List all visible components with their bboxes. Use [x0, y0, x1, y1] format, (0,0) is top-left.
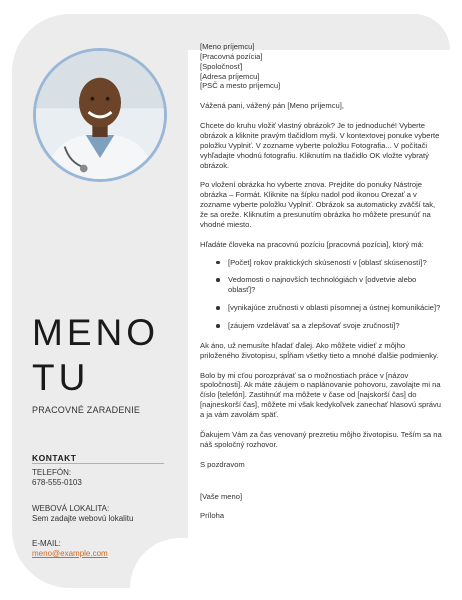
recipient-block [200, 42, 444, 91]
qualification-list [200, 258, 444, 331]
list-item: [záujem vzdelávať sa a zlepšovať svoje zručnosti]? [228, 321, 444, 331]
paragraph-1: Chcete do kruhu vložiť vlastný obrázok? Je to jednoduché! Vyberte obrázok a kliknite pravým tlačidlom myši. V kontextovej ponuke vyberte položku Vyplniť. V zozname vyberte položku Fotografia... V počítači vyhľadajte vhodnú fotografiu. Kliknutím na tlačidlo OK vložte vybratý obrázok. [200, 121, 440, 170]
paragraph-2: Po vložení obrázka ho vyberte znova. Prejdite do ponuky Nástroje obrázka – Formát. Kliknite na šípku nadol pod ikonou Orezať a v zozname vyberte položku Vyplniť. Obrázok sa automaticky zväčší tak, že sa oreže. Kliknutím a presunutím obrázka ho môžete presunúť na vhodné miesto. [200, 180, 436, 229]
paragraph-6: Ďakujem Vám za čas venovaný prezretiu môjho životopisu. Teším sa na náš spoločný rozhovor. [200, 429, 442, 449]
letter-body [200, 42, 444, 521]
list-item: [vynikajúce zručnosti v oblasti písomnej a ústnej komunikácie]? [228, 303, 444, 313]
paragraph-3: Hľadáte človeka na pracovnú pozíciu [pracovná pozícia], ktorý má: [200, 239, 424, 249]
recipient-company: [Spoločnosť] [200, 61, 243, 71]
salutation: Vážená pani, vážený pán [Meno príjemcu], [200, 101, 344, 111]
website-label: WEBOVÁ LOKALITA: [32, 504, 110, 513]
profile-photo[interactable] [33, 48, 167, 182]
email-label: E-MAIL: [32, 539, 61, 548]
recipient-name: [Meno príjemcu] [200, 42, 255, 51]
signature: [Vaše meno] [200, 491, 243, 501]
contact-heading: KONTAKT [32, 453, 77, 463]
paragraph-4: Ak áno, už nemusíte hľadať ďalej. Ako môžete vidieť z môjho priloženého životopisu, spĺňam všetky tieto a mnohé ďalšie podmienky. [200, 340, 439, 360]
list-item: Vedomosti o najnovších technológiách v [odvetvie alebo oblasť]? [228, 275, 444, 295]
website-value: Sem zadajte webovú lokalitu [32, 514, 134, 523]
name-second-line: TU [32, 357, 90, 398]
person-photo-icon [36, 51, 164, 179]
phone-label: TELEFÓN: [32, 468, 72, 477]
email-link[interactable]: meno@example.com [32, 549, 108, 558]
enclosure: Príloha [200, 511, 225, 521]
phone-value: 678-555-0103 [32, 478, 82, 487]
paragraph-5: Bolo by mi cťou porozprávať sa o možnostiach práce v [názov spoločnosti]. Ak máte záujem o naplánovanie pohovoru, zavolajte mi na číslo [telefón]. Zastihnúť ma môžete v čase od [najskorší čas] do [najneskorší čas], môžete mi však kedykoľvek zanechať hlasovú správu a ja vám zavolám späť. [200, 370, 442, 420]
recipient-address: [Adresa príjemcu] [200, 71, 260, 81]
closing: S pozdravom [200, 459, 245, 469]
recipient-position: [Pracovná pozícia] [200, 51, 263, 61]
recipient-city: [PSČ a mesto príjemcu] [200, 81, 281, 91]
job-title: PRACOVNÉ ZARADENIE [32, 405, 141, 415]
contact-divider [32, 463, 164, 464]
list-item: [Počet] rokov praktických skúseností v [oblasť skúseností]? [228, 258, 444, 268]
name-first-line: MENO [32, 312, 159, 353]
